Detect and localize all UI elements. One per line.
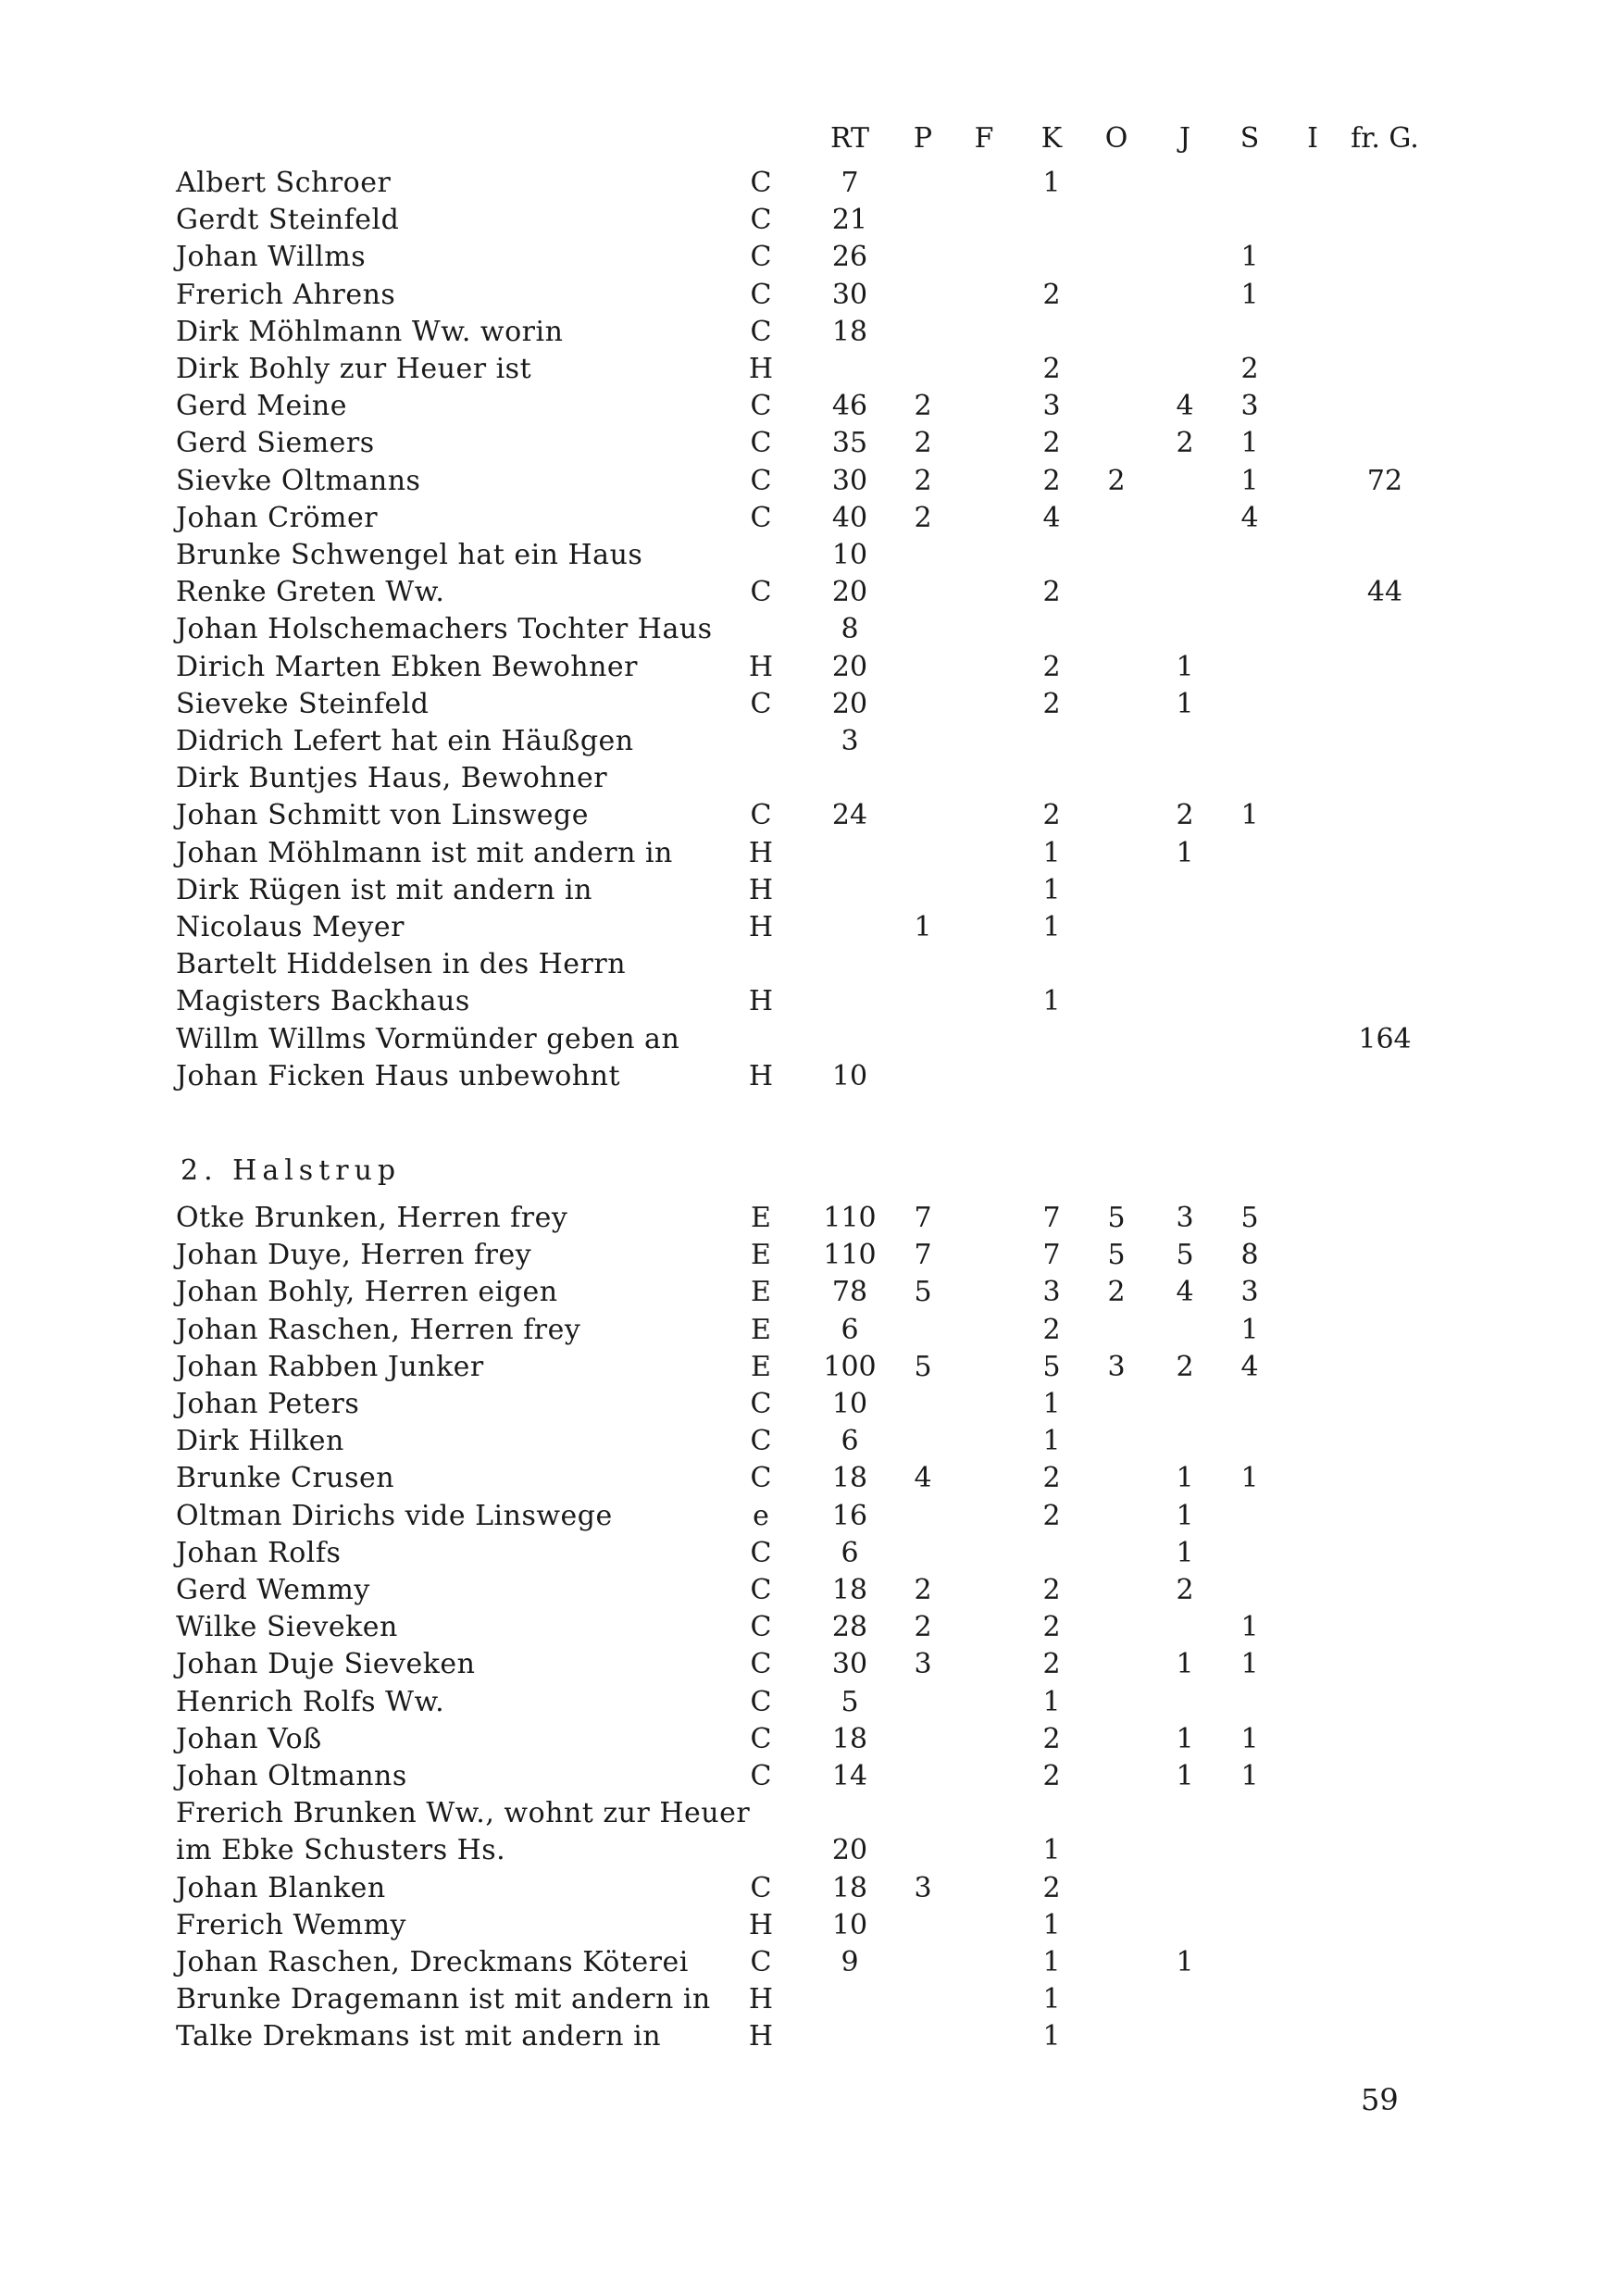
cell-frg: 44 (1366, 576, 1403, 609)
person-name: Johan Raschen, Herren frey (176, 1313, 581, 1346)
person-name: Brunke Crusen (176, 1462, 395, 1495)
person-name: Johan Bohly, Herren eigen (176, 1276, 558, 1309)
cell-k: 1 (1042, 985, 1061, 1018)
cell-p: 4 (914, 1462, 932, 1495)
cell-cls: C (750, 315, 772, 348)
table-row (0, 686, 1607, 723)
cell-cls: C (750, 1462, 772, 1495)
column-header-i: I (1307, 122, 1318, 155)
cell-s: 1 (1240, 1648, 1259, 1681)
cell-k: 2 (1042, 1499, 1061, 1532)
cell-cls: C (750, 1574, 772, 1606)
cell-k: 1 (1042, 1388, 1061, 1420)
cell-cls: C (750, 1648, 772, 1681)
cell-cls: H (748, 1983, 774, 2016)
cell-j: 1 (1176, 836, 1194, 869)
cell-s: 1 (1240, 1462, 1259, 1495)
table-row (0, 500, 1607, 537)
person-name: Gerd Meine (176, 390, 347, 423)
table-row (0, 1498, 1607, 1535)
cell-rt: 6 (841, 1536, 859, 1569)
person-name: Dirk Hilken (176, 1425, 344, 1458)
cell-k: 5 (1042, 1350, 1061, 1383)
cell-k: 1 (1042, 1834, 1061, 1867)
cell-cls: C (750, 464, 772, 497)
column-header-f: F (974, 122, 994, 155)
cell-k: 2 (1042, 464, 1061, 497)
cell-s: 1 (1240, 1611, 1259, 1644)
table-row (0, 723, 1607, 760)
cell-cls: C (750, 1871, 772, 1904)
person-name: Dirk Buntjes Haus, Bewohner (176, 762, 608, 795)
cell-cls: H (748, 985, 774, 1018)
page-number: 59 (1361, 2082, 1399, 2117)
cell-rt: 20 (831, 1834, 868, 1867)
table-row (0, 1200, 1607, 1237)
cell-s: 4 (1240, 501, 1259, 534)
table-row (0, 909, 1607, 946)
person-name: Frerich Wemmy (176, 1908, 406, 1941)
table-row (0, 1907, 1607, 1944)
table-row (0, 574, 1607, 611)
cell-k: 2 (1042, 278, 1061, 311)
cell-k: 1 (1042, 1425, 1061, 1458)
cell-k: 1 (1042, 2020, 1061, 2053)
table-row (0, 946, 1607, 983)
table-row (0, 760, 1607, 797)
cell-cls: C (750, 687, 772, 720)
person-name: Gerd Siemers (176, 427, 375, 460)
table-row (0, 277, 1607, 314)
cell-k: 2 (1042, 353, 1061, 385)
person-name: Willm Willms Vormünder geben an (176, 1022, 680, 1055)
cell-rt: 26 (831, 241, 868, 274)
cell-s: 3 (1240, 390, 1259, 423)
table-row (0, 463, 1607, 500)
cell-p: 1 (914, 911, 932, 943)
cell-j: 1 (1176, 1722, 1194, 1755)
cell-cls: H (748, 873, 774, 906)
person-name: Gerd Wemmy (176, 1574, 370, 1606)
cell-s: 1 (1240, 241, 1259, 274)
cell-cls: E (751, 1313, 771, 1346)
cell-rt: 18 (831, 1574, 868, 1606)
table-row (0, 1795, 1607, 1832)
person-name: Johan Blanken (176, 1871, 386, 1904)
person-name: Brunke Dragemann ist mit andern in (176, 1983, 711, 2016)
cell-rt: 110 (823, 1202, 877, 1234)
person-name: Dirich Marten Ebken Bewohner (176, 650, 639, 683)
cell-p: 2 (914, 501, 932, 534)
cell-cls: C (750, 241, 772, 274)
cell-rt: 100 (823, 1350, 877, 1383)
table-row (0, 165, 1607, 202)
cell-j: 1 (1176, 650, 1194, 683)
cell-cls: C (750, 427, 772, 460)
person-name: Johan Duje Sieveken (176, 1648, 476, 1681)
cell-rt: 24 (831, 799, 868, 832)
cell-rt: 35 (831, 427, 868, 460)
cell-j: 2 (1176, 427, 1194, 460)
person-name: Johan Duye, Herren frey (176, 1239, 532, 1272)
person-name: Johan Raschen, Dreckmans Köterei (176, 1946, 689, 1978)
cell-s: 1 (1240, 1313, 1259, 1346)
cell-j: 5 (1176, 1239, 1194, 1272)
cell-cls: C (750, 1722, 772, 1755)
column-header-frg: fr. G. (1351, 122, 1419, 155)
cell-rt: 78 (831, 1276, 868, 1309)
person-name: Johan Ficken Haus unbewohnt (176, 1059, 620, 1092)
table-row (0, 1460, 1607, 1497)
cell-cls: H (748, 2020, 774, 2053)
person-name: Otke Brunken, Herren frey (176, 1202, 568, 1234)
table-row (0, 239, 1607, 276)
cell-cls: C (750, 167, 772, 199)
person-name: Renke Greten Ww. (176, 576, 445, 609)
cell-rt: 20 (831, 576, 868, 609)
cell-s: 3 (1240, 1276, 1259, 1309)
cell-cls: E (751, 1202, 771, 1234)
cell-cls: C (750, 576, 772, 609)
cell-rt: 30 (831, 464, 868, 497)
cell-o: 5 (1107, 1202, 1126, 1234)
table-row (0, 1535, 1607, 1572)
cell-cls: C (750, 799, 772, 832)
table-row (0, 388, 1607, 425)
cell-p: 7 (914, 1202, 932, 1234)
table-row (0, 351, 1607, 388)
cell-j: 2 (1176, 799, 1194, 832)
cell-s: 2 (1240, 353, 1259, 385)
cell-rt: 20 (831, 650, 868, 683)
person-name: Brunke Schwengel hat ein Haus (176, 539, 643, 571)
cell-rt: 6 (841, 1313, 859, 1346)
column-header-j: J (1178, 122, 1191, 155)
person-name: Johan Rabben Junker (176, 1350, 484, 1383)
cell-s: 8 (1240, 1239, 1259, 1272)
cell-k: 2 (1042, 1462, 1061, 1495)
cell-p: 2 (914, 390, 932, 423)
cell-k: 2 (1042, 799, 1061, 832)
column-header-k: K (1040, 122, 1063, 155)
cell-k: 7 (1042, 1239, 1061, 1272)
table-row (0, 1572, 1607, 1609)
person-name: Nicolaus Meyer (176, 911, 405, 943)
cell-j: 2 (1176, 1350, 1194, 1383)
person-name: Albert Schroer (176, 167, 392, 199)
table-row (0, 2018, 1607, 2055)
cell-rt: 40 (831, 501, 868, 534)
person-name: Magisters Backhaus (176, 985, 470, 1018)
cell-rt: 110 (823, 1239, 877, 1272)
table-row (0, 1870, 1607, 1907)
cell-j: 1 (1176, 1648, 1194, 1681)
cell-p: 2 (914, 1611, 932, 1644)
cell-k: 2 (1042, 576, 1061, 609)
cell-k: 1 (1042, 1983, 1061, 2016)
cell-rt: 16 (831, 1499, 868, 1532)
person-name: Frerich Brunken Ww., wohnt zur Heuer (176, 1797, 751, 1830)
person-name: Gerdt Steinfeld (176, 204, 400, 237)
person-name: Wilke Sieveken (176, 1611, 398, 1644)
table-row (0, 1832, 1607, 1869)
cell-cls: C (750, 390, 772, 423)
cell-cls: e (753, 1499, 769, 1532)
cell-s: 1 (1240, 1722, 1259, 1755)
cell-j: 1 (1176, 687, 1194, 720)
cell-cls: H (748, 836, 774, 869)
cell-rt: 7 (841, 167, 859, 199)
cell-cls: C (750, 278, 772, 311)
column-header-s: S (1240, 122, 1260, 155)
cell-rt: 28 (831, 1611, 868, 1644)
cell-cls: H (748, 1908, 774, 1941)
cell-rt: 18 (831, 1462, 868, 1495)
table-row (0, 1312, 1607, 1349)
cell-k: 1 (1042, 1685, 1061, 1718)
cell-j: 1 (1176, 1536, 1194, 1569)
person-name: Sieveke Steinfeld (176, 687, 430, 720)
cell-cls: H (748, 1059, 774, 1092)
person-name: im Ebke Schusters Hs. (176, 1834, 506, 1867)
cell-cls: C (750, 501, 772, 534)
cell-cls: C (750, 204, 772, 237)
cell-k: 1 (1042, 167, 1061, 199)
cell-cls: C (750, 1425, 772, 1458)
cell-frg: 72 (1366, 464, 1403, 497)
cell-rt: 18 (831, 1722, 868, 1755)
cell-rt: 18 (831, 1871, 868, 1904)
cell-rt: 21 (831, 204, 868, 237)
person-name: Didrich Lefert hat ein Häußgen (176, 725, 634, 757)
cell-rt: 10 (831, 1388, 868, 1420)
cell-k: 1 (1042, 1908, 1061, 1941)
cell-k: 2 (1042, 1648, 1061, 1681)
cell-cls: C (750, 1611, 772, 1644)
cell-k: 2 (1042, 427, 1061, 460)
person-name: Johan Willms (176, 241, 367, 274)
table-row (0, 1021, 1607, 1058)
cell-rt: 30 (831, 278, 868, 311)
table-row (0, 649, 1607, 686)
cell-k: 2 (1042, 1611, 1061, 1644)
cell-rt: 3 (841, 725, 859, 757)
person-name: Bartelt Hiddelsen in des Herrn (176, 948, 627, 981)
cell-k: 1 (1042, 836, 1061, 869)
cell-s: 1 (1240, 278, 1259, 311)
table-row (0, 1058, 1607, 1095)
cell-k: 1 (1042, 873, 1061, 906)
person-name: Frerich Ahrens (176, 278, 396, 311)
cell-k: 7 (1042, 1202, 1061, 1234)
cell-k: 2 (1042, 1760, 1061, 1792)
cell-k: 2 (1042, 1871, 1061, 1904)
column-header-p: P (913, 122, 933, 155)
cell-cls: E (751, 1350, 771, 1383)
cell-j: 1 (1176, 1499, 1194, 1532)
table-row (0, 1944, 1607, 1981)
table-row (0, 1237, 1607, 1274)
cell-s: 1 (1240, 427, 1259, 460)
cell-rt: 9 (841, 1946, 859, 1978)
table-row (0, 314, 1607, 351)
cell-rt: 30 (831, 1648, 868, 1681)
column-header-rt: RT (829, 122, 870, 155)
cell-frg: 164 (1358, 1022, 1412, 1055)
person-name: Dirk Möhlmann Ww. worin (176, 315, 564, 348)
cell-s: 1 (1240, 464, 1259, 497)
table-row (0, 1721, 1607, 1758)
table-row (0, 1386, 1607, 1423)
table-row (0, 1981, 1607, 2018)
cell-p: 2 (914, 427, 932, 460)
cell-o: 5 (1107, 1239, 1126, 1272)
cell-o: 2 (1107, 464, 1126, 497)
cell-cls: C (750, 1536, 772, 1569)
cell-p: 5 (914, 1276, 932, 1309)
cell-cls: E (751, 1276, 771, 1309)
table-row (0, 1684, 1607, 1721)
person-name: Henrich Rolfs Ww. (176, 1685, 445, 1718)
cell-rt: 18 (831, 315, 868, 348)
table-row (0, 425, 1607, 462)
cell-p: 2 (914, 464, 932, 497)
cell-s: 5 (1240, 1202, 1259, 1234)
cell-rt: 10 (831, 1908, 868, 1941)
cell-j: 4 (1176, 390, 1194, 423)
cell-k: 2 (1042, 687, 1061, 720)
cell-p: 3 (914, 1648, 932, 1681)
cell-rt: 14 (831, 1760, 868, 1792)
person-name: Johan Holschemachers Tochter Haus (176, 613, 713, 646)
table-row (0, 611, 1607, 648)
cell-k: 2 (1042, 1574, 1061, 1606)
cell-rt: 5 (841, 1685, 859, 1718)
section-2-title: 2. Halstrup (181, 1154, 402, 1187)
cell-cls: H (748, 353, 774, 385)
cell-rt: 46 (831, 390, 868, 423)
cell-rt: 20 (831, 687, 868, 720)
person-name: Talke Drekmans ist mit andern in (176, 2020, 662, 2053)
cell-k: 2 (1042, 650, 1061, 683)
table-row (0, 1423, 1607, 1460)
cell-j: 2 (1176, 1574, 1194, 1606)
cell-cls: H (748, 911, 774, 943)
person-name: Johan Möhlmann ist mit andern in (176, 836, 673, 869)
table-row (0, 202, 1607, 239)
person-name: Johan Voß (176, 1722, 322, 1755)
column-header-row (0, 120, 1607, 157)
person-name: Johan Crömer (176, 501, 379, 534)
person-name: Oltman Dirichs vide Linswege (176, 1499, 613, 1532)
table-row (0, 1349, 1607, 1386)
cell-k: 3 (1042, 1276, 1061, 1309)
cell-k: 2 (1042, 1722, 1061, 1755)
cell-rt: 8 (841, 613, 859, 646)
table-row (0, 537, 1607, 574)
cell-p: 5 (914, 1350, 932, 1383)
person-name: Sievke Oltmanns (176, 464, 421, 497)
cell-s: 1 (1240, 1760, 1259, 1792)
cell-s: 4 (1240, 1350, 1259, 1383)
table-row (0, 1609, 1607, 1646)
cell-s: 1 (1240, 799, 1259, 832)
person-name: Johan Oltmanns (176, 1760, 407, 1792)
cell-j: 4 (1176, 1276, 1194, 1309)
person-name: Dirk Rügen ist mit andern in (176, 873, 592, 906)
cell-p: 7 (914, 1239, 932, 1272)
cell-cls: C (750, 1760, 772, 1792)
table-row (0, 872, 1607, 909)
cell-cls: C (750, 1946, 772, 1978)
table-row (0, 835, 1607, 872)
cell-k: 1 (1042, 1946, 1061, 1978)
table-row (0, 1646, 1607, 1683)
cell-p: 3 (914, 1871, 932, 1904)
cell-k: 3 (1042, 390, 1061, 423)
table-row (0, 1274, 1607, 1311)
cell-rt: 10 (831, 1059, 868, 1092)
person-name: Johan Schmitt von Linswege (176, 799, 590, 832)
cell-j: 3 (1176, 1202, 1194, 1234)
cell-j: 1 (1176, 1946, 1194, 1978)
table-row (0, 1758, 1607, 1795)
cell-j: 1 (1176, 1462, 1194, 1495)
column-header-o: O (1104, 122, 1128, 155)
cell-cls: H (748, 650, 774, 683)
person-name: Johan Rolfs (176, 1536, 342, 1569)
cell-cls: C (750, 1685, 772, 1718)
table-row (0, 797, 1607, 834)
cell-k: 2 (1042, 1313, 1061, 1346)
cell-j: 1 (1176, 1760, 1194, 1792)
cell-k: 1 (1042, 911, 1061, 943)
person-name: Johan Peters (176, 1388, 360, 1420)
cell-rt: 10 (831, 539, 868, 571)
cell-o: 2 (1107, 1276, 1126, 1309)
cell-cls: E (751, 1239, 771, 1272)
cell-cls: C (750, 1388, 772, 1420)
person-name: Dirk Bohly zur Heuer ist (176, 353, 532, 385)
cell-p: 2 (914, 1574, 932, 1606)
table-row (0, 983, 1607, 1020)
cell-o: 3 (1107, 1350, 1126, 1383)
cell-rt: 6 (841, 1425, 859, 1458)
cell-k: 4 (1042, 501, 1061, 534)
